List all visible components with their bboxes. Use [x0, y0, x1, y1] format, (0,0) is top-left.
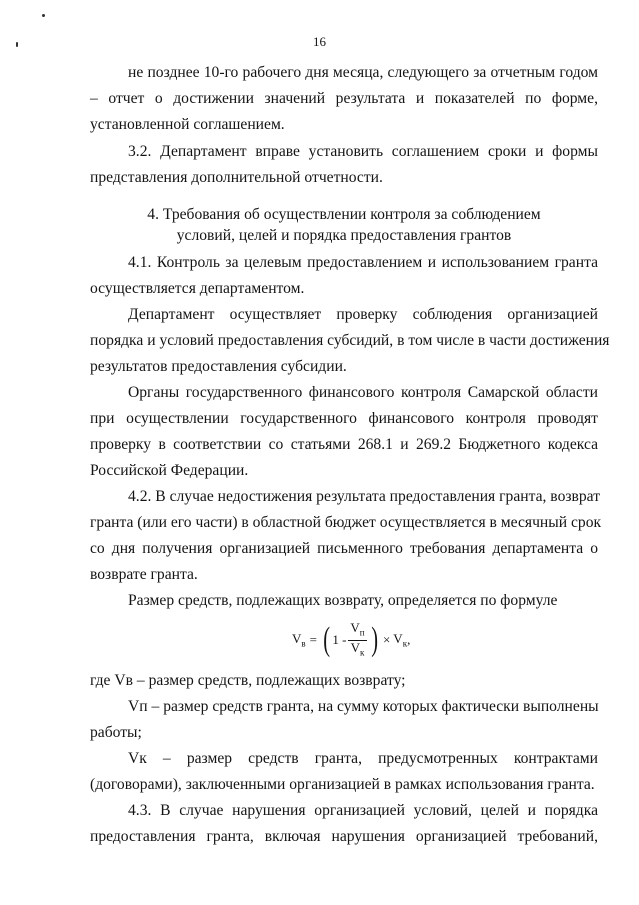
- formula-fraction: [348, 621, 366, 659]
- text-line: – отчет о достижении значений результата и показателей по форме,: [90, 90, 598, 107]
- text-line: Российской Федерации.: [90, 462, 249, 479]
- formula-open-paren: (: [323, 621, 331, 658]
- text-line: 4.1. Контроль за целевым предоставлением и использованием гранта: [128, 254, 598, 271]
- scan-speck: [42, 14, 45, 17]
- paragraph: [90, 302, 610, 380]
- text-line: результатов предоставления субсидии.: [90, 358, 347, 375]
- formula-tail: ,: [407, 632, 411, 647]
- formula-one: 1 -: [332, 632, 347, 647]
- paragraph: [90, 380, 598, 484]
- paragraph: [90, 588, 598, 614]
- formula-times: ×: [382, 632, 391, 647]
- text-line: (договорами), заключенными организацией в рамках использования гранта.: [90, 776, 595, 793]
- heading-line: 4. Требования об осуществлении контроля за соблюдением: [147, 206, 541, 223]
- formula-lhs: $V_в$: [292, 631, 306, 649]
- text-line: представления дополнительной отчетности.: [90, 169, 383, 186]
- formula-equals: =: [309, 632, 317, 647]
- text-line: порядка и условий предоставления субсидий, в том числе в части достижения: [90, 332, 610, 349]
- text-line: 3.2. Департамент вправе установить соглашением сроки и формы: [128, 143, 598, 160]
- text-line: Vк – размер средств гранта, предусмотренных контрактами: [128, 750, 598, 767]
- paragraph: [90, 60, 598, 138]
- heading-line: условий, целей и порядка предоставления грантов: [176, 227, 512, 244]
- text-line: 4.3. В случае нарушения организацией условий, целей и порядка: [128, 802, 598, 819]
- text-line: предоставления гранта, включая нарушения организацией требований,: [90, 828, 598, 845]
- text-line: осуществляется департаментом.: [90, 280, 305, 297]
- page-number: 16: [313, 34, 326, 49]
- text-line: где Vв – размер средств, подлежащих возврату;: [90, 672, 406, 689]
- paragraph: [90, 250, 598, 302]
- paragraph: [90, 746, 598, 798]
- text-line: работы;: [90, 724, 142, 741]
- paragraph: [90, 484, 602, 588]
- formula-numerator: $V_п$: [348, 621, 366, 641]
- paragraph: [90, 694, 598, 746]
- text-line: не позднее 10-го рабочего дня месяца, следующего за отчетным годом: [128, 64, 598, 81]
- paragraph: [90, 798, 598, 850]
- formula-rhs: $V_к$: [393, 631, 408, 649]
- text-line: установленной соглашением.: [90, 116, 285, 133]
- section-heading: [90, 204, 598, 246]
- paragraph: [90, 139, 598, 191]
- text-line: Размер средств, подлежащих возврату, определяется по формуле: [128, 592, 558, 609]
- text-line: Органы государственного финансового контроля Самарской области: [128, 384, 598, 401]
- formula-close-paren: ): [370, 621, 378, 658]
- text-line: гранта (или его части) в областной бюджет осуществляется в месячный срок: [90, 514, 602, 531]
- text-line: Vп – размер средств гранта, на сумму которых фактически выполнены: [128, 698, 599, 715]
- text-line: при осуществлении государственного финансового контроля проводят: [90, 410, 598, 427]
- text-line: со дня получения организацией письменного требования департамента о: [90, 540, 598, 557]
- text-line: Департамент осуществляет проверку соблюдения организацией: [128, 306, 598, 323]
- paragraph: [90, 668, 598, 694]
- refund-formula: [292, 620, 410, 660]
- formula-denominator: $V_к$: [350, 639, 365, 658]
- text-line: проверку в соответствии со статьями 268.1 и 269.2 Бюджетного кодекса: [90, 436, 598, 453]
- text-line: возврате гранта.: [90, 566, 198, 583]
- text-line: 4.2. В случае недостижения результата предоставления гранта, возврат: [128, 488, 601, 505]
